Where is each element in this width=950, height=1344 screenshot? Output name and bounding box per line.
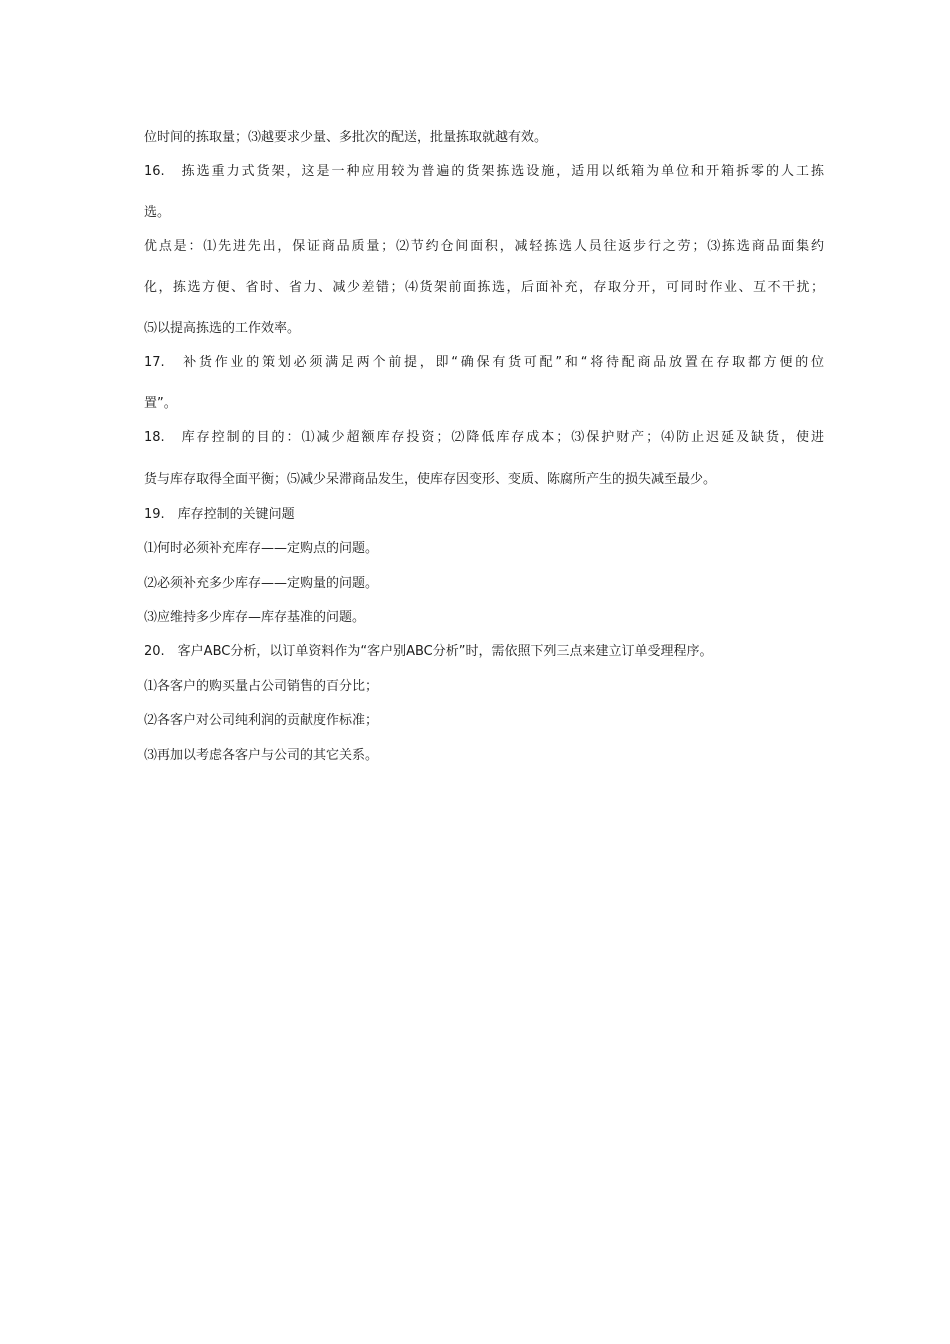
text-line-11: 19. 库存控制的关键问题 [144,507,295,522]
text-line-3: 选。 [144,205,171,220]
text-line-1: 位时间的拣取量；⑶越要求少量、多批次的配送，批量拣取就越有效。 [144,130,548,145]
text-line-17: ⑵各客户对公司纯利润的贡献度作标准； [144,713,379,728]
text-line-12: ⑴何时必须补充库存——定购点的问题。 [144,541,379,556]
text-line-16: ⑴各客户的购买量占公司销售的百分比； [144,679,379,694]
text-line-8: 置”。 [144,396,177,411]
text-line-13: ⑵必须补充多少库存——定购量的问题。 [144,576,379,591]
text-line-5: 化，拣选方便、省时、省力、减少差错；⑷货架前面拣选，后面补充，存取分开，可同时作业、互不干扰； [144,280,824,295]
text-line-4: 优点是：⑴先进先出，保证商品质量；⑵节约仓间面积，减轻拣选人员往返步行之劳；⑶拣选商品面集约 [144,239,824,254]
text-line-10: 货与库存取得全面平衡；⑸减少呆滞商品发生，使库存因变形、变质、陈腐所产生的损失减至最少。 [144,472,717,487]
text-line-15: 20. 客户ABC分析，以订单资料作为“客户别ABC分析”时，需依照下列三点来建立订单受理程序。 [144,644,713,659]
text-line-7: 17. 补货作业的策划必须满足两个前提，即“确保有货可配”和“将待配商品放置在存取都方便的位 [144,355,824,370]
text-line-6: ⑸以提高拣选的工作效率。 [144,321,301,336]
text-line-18: ⑶再加以考虑各客户与公司的其它关系。 [144,748,379,763]
text-line-2: 16. 拣选重力式货架，这是一种应用较为普遍的货架拣选设施，适用以纸箱为单位和开箱拆零的人工拣 [144,164,824,179]
text-line-14: ⑶应维持多少库存—库存基准的问题。 [144,610,366,625]
text-line-9: 18. 库存控制的目的：⑴减少超额库存投资；⑵降低库存成本；⑶保护财产；⑷防止迟延及缺货，使进 [144,430,824,445]
